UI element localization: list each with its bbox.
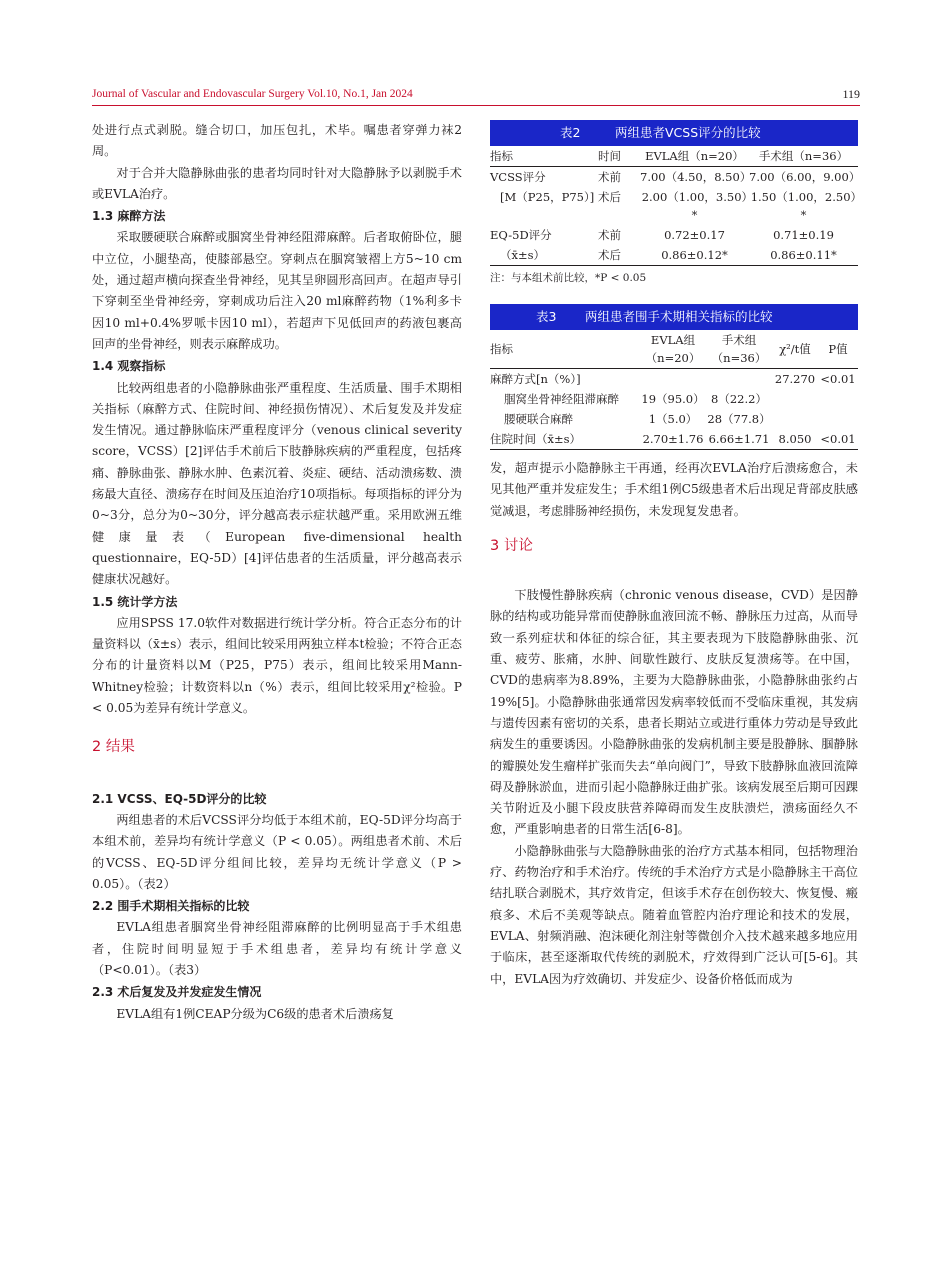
section-heading-1-3: 1.3 麻醉方法	[92, 209, 166, 224]
table-header: 指标	[490, 330, 640, 369]
table-row	[490, 187, 858, 225]
table-cell	[818, 389, 858, 409]
table-cell: 2.70±1.76	[640, 429, 706, 450]
table-cell	[818, 409, 858, 429]
table-cell: 6.66±1.71	[706, 429, 772, 450]
table-cell: VCSS评分	[490, 170, 546, 184]
journal-citation: Journal of Vascular and Endovascular Surgery Vol.10, No.1, Jan 2024	[92, 88, 413, 100]
table-title: 两组患者VCSS评分的比较	[615, 125, 761, 140]
table-cell: 术后	[598, 245, 640, 266]
paragraph: 小隐静脉曲张与大隐静脉曲张的治疗方式基本相同，包括物理治疗、药物治疗和手术治疗。传统的手术治疗方式是小隐静脉主干高位结扎联合剥脱术，其疗效肯定，但该手术存在创伤较大、恢复慢、瘢痕多、术后不美观等缺点。随着血管腔内治疗理论和技术的发展，EVLA、射频消融、泡沫硬化剂注射等微创介入技术越来越多地应用于临床，甚至逐渐取代传统的剥脱术，疗效得到广泛认可[5-6]。其中，EVLA因为疗效确切、并发症少、设备价格低而成为	[490, 843, 858, 986]
table-row	[490, 225, 858, 245]
table-header: EVLA组（n=20）	[640, 146, 749, 167]
table-header: 手术组（n=36）	[749, 146, 858, 167]
paragraph: 采取腰硬联合麻醉或腘窝坐骨神经阻滞麻醉。后者取俯卧位，腿中立位，小腿垫高，使膝部悬空。穿刺点在腘窝皱褶上方5~10 cm处，通过超声横向探查坐骨神经，见其呈卵圆形高回声。在超声导引下穿刺至坐骨神经旁，穿刺成功后注入20 ml麻醉药物（1%利多卡因10 ml+0.4%罗哌卡因10 ml），若超声下见低回声的药液包裹高回声的坐骨神经，则表示麻醉成功。	[92, 230, 462, 351]
table-cell: 住院时间（x̄±s）	[490, 429, 640, 450]
table-number: 表2	[560, 125, 581, 140]
table-cell: EQ-5D评分	[490, 228, 552, 242]
paragraph: EVLA组患者腘窝坐骨神经阻滞麻醉的比例明显高于手术组患者，住院时间明显短于手术组患者，差异均有统计学意义（P<0.01）。（表3）	[92, 920, 462, 977]
table-header: 指标	[490, 146, 598, 167]
table-row	[490, 429, 858, 450]
table-note: 注：与本组术前比较，*P < 0.05	[490, 272, 647, 284]
right-column	[490, 120, 861, 990]
table-cell: 7.00（4.50，8.50）	[640, 170, 752, 184]
table-row	[490, 409, 858, 429]
table-cell: 术前	[598, 228, 621, 242]
table-row	[490, 389, 858, 409]
paragraph: 比较两组患者的小隐静脉曲张严重程度、生活质量、围手术期相关指标（麻醉方式、住院时间、神经损伤情况）、术后复发及并发症发生情况。通过静脉临床严重程度评分（venous clinical severity score，VCSS）[2]评估手术前后下肢静脉疾病的严重程度，包括疼痛、静脉曲张、静脉水肿、色素沉着、炎症、硬结、活动溃疡数、溃疡最大直径、溃疡存在时间及压迫治疗10项指标。每项指标的评分为0~3分，总分为0~30分，评分越高表示症状越严重。采用欧洲五维健康量表（European five-dimensional health questionnaire，EQ-5D）[4]评估患者的生活质量，评分越高表示健康状况越好。	[92, 380, 462, 587]
table-cell: 术后	[598, 190, 621, 204]
table-body	[490, 146, 861, 266]
table-cell: <0.01	[818, 429, 858, 450]
table-cell: 0.86±0.11*	[749, 245, 858, 266]
table-body	[490, 330, 858, 450]
table-cell	[640, 369, 706, 390]
table-row	[490, 369, 858, 390]
section-title-discussion: 3 讨论	[490, 537, 533, 554]
table-caption	[490, 304, 858, 330]
table-cell: 8（22.2）	[711, 392, 767, 406]
paragraph: 处进行点式剥脱。缝合切口，加压包扎，术毕。嘱患者穿弹力袜2周。	[92, 123, 462, 159]
paragraph: 下肢慢性静脉疾病（chronic venous disease，CVD）是因静脉的结构或功能异常而使静脉血液回流不畅、静脉压力过高，从而导致一系列症状和体征的综合征，其主要表现为下肢隐静脉曲张、沉重、疲劳、胀痛，水肿、间歇性跛行、皮肤反复溃疡等。在中国，CVD的患病率为8.89%，主要为大隐静脉曲张，小隐静脉曲张约占19%[5]。小隐静脉曲张通常因发病率较低而不受临床重视，其发病与遗传因素有密切的关系，患者长期站立或进行重体力劳动是导致此病发生的重要诱因。小隐静脉曲张的发病机制主要是股静脉、腘静脉的瓣膜处发生瘤样扩张而失去“单向阀门”，导致下肢静脉血液回流障碍及静脉淤血，进而引起小隐静脉迂曲扩张。该病发展至后期可因踝关节附近及小腿下段皮肤营养障碍而发生皮肤溃烂，溃疡面经久不愈，严重影响患者的日常生活[6-8]。	[490, 588, 858, 837]
table-cell: 术前	[598, 170, 621, 184]
table-cell: <0.01	[820, 372, 856, 386]
table-cell: 2.00（1.00，3.50）*	[641, 190, 748, 222]
table-cell: [M（P25，P75）]	[500, 190, 595, 204]
table-cell: 1（5.0）	[648, 412, 698, 426]
table-cell: 0.71±0.19	[773, 228, 834, 242]
table-caption	[490, 120, 858, 146]
table-cell: 1.50（1.00，2.50）*	[750, 190, 857, 222]
table-header: P值	[818, 330, 858, 369]
table-cell: 19（95.0）	[641, 392, 705, 406]
paragraph: 对于合并大隐静脉曲张的患者均同时针对大隐静脉予以剥脱手术或EVLA治疗。	[92, 165, 462, 201]
paragraph: 两组患者的术后VCSS评分均低于本组术前，EQ-5D评分均高于本组术前，差异均有统计学意义（P < 0.05）。两组患者术前、术后的VCSS、EQ-5D评分组间比较，差异均无统计学意义（P > 0.05）。（表2）	[92, 812, 462, 891]
paragraph: EVLA组有1例CEAP分级为C6级的患者术后溃疡复	[116, 1006, 394, 1021]
table-title: 两组患者围手术期相关指标的比较	[585, 309, 773, 324]
table-cell: 麻醉方式[n（%）]	[490, 372, 581, 386]
running-header	[92, 88, 860, 106]
table-2	[490, 120, 861, 286]
table-number: 表3	[536, 309, 557, 324]
table-header: 时间	[598, 146, 640, 167]
table-cell: 腘窝坐骨神经阻滞麻醉	[504, 392, 619, 406]
table-cell: （x̄±s）	[490, 245, 598, 266]
table-header: EVLA组（n=20）	[640, 330, 706, 369]
table-3	[490, 304, 858, 450]
table-cell: 0.72±0.17	[664, 228, 725, 242]
table-cell: 8.050	[772, 429, 818, 450]
table-cell: 27.270	[774, 372, 816, 386]
table-cell	[772, 409, 818, 429]
table-cell: 腰硬联合麻醉	[504, 412, 573, 426]
section-heading-1-5: 1.5 统计学方法	[92, 594, 178, 609]
page-number: 119	[842, 87, 860, 101]
paragraph: 应用SPSS 17.0软件对数据进行统计学分析。符合正态分布的计量资料以（x̄±s）表示，组间比较采用两独立样本t检验；不符合正态分布的计量资料以M（P25，P75）表示，组间比较采用Mann-Whitney检验；计数资料以n（%）表示，组间比较采用χ²检验。P < 0.05为差异有统计学意义。	[92, 615, 462, 716]
table-cell: 28（77.8）	[707, 412, 771, 426]
table-row	[490, 245, 858, 266]
left-column	[92, 120, 462, 1025]
table-header: χ²/t值	[772, 330, 818, 369]
table-row	[490, 167, 858, 188]
table-cell	[772, 389, 818, 409]
section-title-results: 2 结果	[92, 739, 135, 756]
table-cell	[706, 369, 772, 390]
section-heading-2-1: 2.1 VCSS、EQ-5D评分的比较	[92, 791, 267, 806]
section-heading-2-3: 2.3 术后复发及并发症发生情况	[92, 985, 262, 1000]
table-header: 手术组（n=36）	[706, 330, 772, 369]
table-cell: 0.86±0.12*	[640, 245, 749, 266]
section-heading-1-4: 1.4 观察指标	[92, 359, 166, 374]
table-cell: 7.00（6.00，9.00）	[749, 170, 861, 184]
section-heading-2-2: 2.2 围手术期相关指标的比较	[92, 899, 250, 914]
paragraph: 发，超声提示小隐静脉主干再通，经再次EVLA治疗后溃疡愈合，未见其他严重并发症发生；手术组1例C5级患者术后出现足背部皮肤感觉减退，考虑腓肠神经损伤，未发现复发患者。	[490, 461, 858, 518]
